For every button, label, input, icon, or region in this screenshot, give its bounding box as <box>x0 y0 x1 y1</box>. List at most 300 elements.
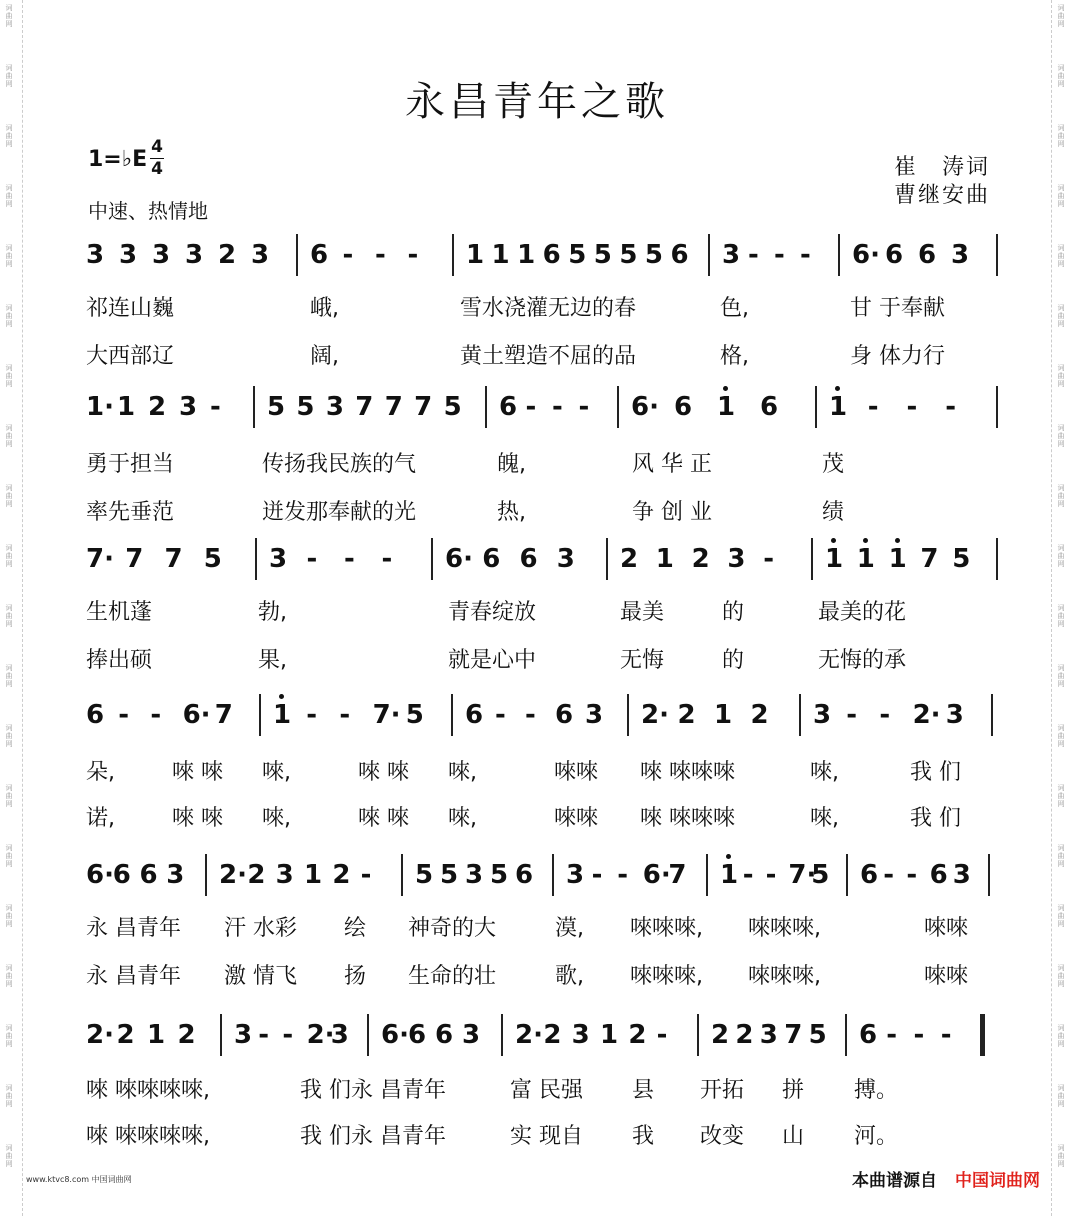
note: 6 <box>519 544 538 574</box>
note: 3 <box>275 860 294 890</box>
note: 2· <box>912 700 941 730</box>
side-watermark-mark: 词 曲 网 <box>5 1084 13 1108</box>
note: 3 <box>813 700 832 730</box>
lyric-syllable: 色, <box>720 296 749 321</box>
note: - <box>765 860 777 890</box>
note: - <box>342 240 354 270</box>
bar-line <box>401 854 403 896</box>
lyric-syllable: 拼 <box>782 1078 805 1103</box>
note: 2· <box>219 860 247 890</box>
note: 3 <box>465 860 484 890</box>
right-margin-strip <box>1051 0 1074 1216</box>
high-octave-dot <box>723 386 728 391</box>
note: - <box>578 392 590 422</box>
note: - <box>846 700 857 730</box>
note: 5 <box>490 860 509 890</box>
note: 7 <box>164 544 183 574</box>
note: - <box>306 700 317 730</box>
note: 5 <box>619 240 638 270</box>
side-watermark-mark: 词 曲 网 <box>5 304 13 328</box>
bar-line <box>485 386 487 428</box>
lyric-syllable: 的 <box>722 648 745 673</box>
note: - <box>763 544 774 574</box>
note: 3 <box>585 700 604 730</box>
lyric-syllable: 雪水浇灌无边的春 <box>460 296 637 321</box>
note: 1 <box>856 544 875 574</box>
lyric-syllable: 唻唻唻, <box>748 916 821 941</box>
note: 6· <box>445 544 473 574</box>
note: 2 <box>711 1020 730 1050</box>
lyric-syllable: 诺, <box>86 806 115 831</box>
note: 5 <box>644 240 663 270</box>
lyric-syllable: 果, <box>258 648 287 673</box>
bar-line <box>815 386 817 428</box>
lyric-syllable: 唻唻唻, <box>748 964 821 989</box>
note: 3 <box>722 240 741 270</box>
note: - <box>886 1020 898 1050</box>
lyric-syllable: 无悔 <box>620 648 665 673</box>
side-watermark-mark: 词 曲 网 <box>5 664 13 688</box>
note: - <box>381 544 393 574</box>
note: - <box>525 700 536 730</box>
note: - <box>360 860 372 890</box>
side-watermark-mark: 词 曲 网 <box>5 364 13 388</box>
note: 2 <box>218 240 237 270</box>
bar-line <box>996 234 998 276</box>
note: - <box>344 544 355 574</box>
lyric-syllable: 无悔的承 <box>818 648 907 673</box>
note: 6 <box>885 240 904 270</box>
footer-source-label: 本曲谱源自 <box>852 1171 937 1191</box>
lyric-syllable: 唻, <box>262 806 291 831</box>
key-signature: 1=♭E <box>88 147 148 172</box>
note: 3 <box>119 240 138 270</box>
note: 3 <box>759 1020 778 1050</box>
lyric-syllable: 县 <box>632 1078 655 1103</box>
lyric-syllable: 传扬我民族的气 <box>262 452 417 477</box>
note: 2 <box>677 700 696 730</box>
note: 1· <box>86 392 114 422</box>
note: 7 <box>214 700 233 730</box>
lyric-syllable: 唻唻 <box>554 806 599 831</box>
note: - <box>339 700 351 730</box>
lyric-syllable: 我 们 <box>910 806 961 831</box>
note: 6 <box>929 860 948 890</box>
note: 2 <box>735 1020 754 1050</box>
note: 1 <box>147 1020 166 1050</box>
note: 7 <box>668 860 687 890</box>
note: 6 <box>555 700 574 730</box>
note: 1 <box>600 1020 619 1050</box>
note: 5 <box>415 860 434 890</box>
side-watermark-mark: 词 曲 网 <box>5 124 13 148</box>
note: 3 <box>251 240 270 270</box>
note: 5 <box>440 860 459 890</box>
bar-line <box>452 234 454 276</box>
note: 6 <box>139 860 158 890</box>
note: 2 <box>247 860 266 890</box>
lyric-syllable: 阔, <box>310 344 339 369</box>
lyric-syllable: 唻, <box>810 806 839 831</box>
bar-line <box>606 538 608 580</box>
lyric-syllable: 祁连山巍 <box>86 296 175 321</box>
lyric-syllable: 唻唻 <box>554 760 599 785</box>
side-watermark-mark: 词 曲 网 <box>1057 724 1065 748</box>
lyric-syllable: 峨, <box>310 296 339 321</box>
note: - <box>800 240 811 270</box>
side-watermark-mark: 词 曲 网 <box>1057 124 1065 148</box>
note: 3 <box>556 544 575 574</box>
note: 3 <box>462 1020 481 1050</box>
side-watermark-mark: 词 曲 网 <box>5 784 13 808</box>
note: 6· <box>182 700 211 730</box>
lyric-syllable: 唻 唻唻唻 <box>640 760 735 785</box>
note: 6 <box>860 860 879 890</box>
note: 7 <box>355 392 374 422</box>
note: 3 <box>945 700 964 730</box>
note: - <box>906 860 918 890</box>
lyric-syllable: 唻 唻 <box>358 806 409 831</box>
note: 7 <box>414 392 433 422</box>
note: 7· <box>86 544 114 574</box>
lyric-syllable: 黄土塑造不屈的品 <box>460 344 637 369</box>
lyric-syllable: 唻 唻唻唻唻, <box>86 1124 210 1149</box>
note: - <box>150 700 162 730</box>
note: - <box>913 1020 925 1050</box>
lyric-syllable: 我 们 <box>910 760 961 785</box>
note: - <box>742 860 754 890</box>
note: 5 <box>296 392 315 422</box>
note: 3 <box>185 240 204 270</box>
note: 2 <box>332 860 351 890</box>
high-octave-dot <box>831 538 836 543</box>
side-watermark-mark: 词 曲 网 <box>1057 544 1065 568</box>
high-octave-dot <box>279 694 284 699</box>
note: 6· <box>642 860 671 890</box>
note: - <box>407 240 419 270</box>
note: 3 <box>179 392 198 422</box>
lyric-syllable: 大西部辽 <box>86 344 175 369</box>
time-signature <box>150 138 164 179</box>
bar-line <box>706 854 708 896</box>
side-watermark-mark: 词 曲 网 <box>5 244 13 268</box>
note: 5 <box>593 240 612 270</box>
side-watermark-mark: 词 曲 网 <box>1057 184 1065 208</box>
side-watermark-mark: 词 曲 网 <box>1057 244 1065 268</box>
side-watermark-mark: 词 曲 网 <box>1057 844 1065 868</box>
side-watermark-mark: 词 曲 网 <box>1057 1024 1065 1048</box>
lyric-syllable: 河。 <box>854 1124 899 1149</box>
lyricist-credit: 崔 涛词 <box>893 155 990 180</box>
note: 1 <box>491 240 510 270</box>
note: 6 <box>515 860 534 890</box>
lyric-syllable: 生机蓬 <box>86 600 153 625</box>
note: 6· <box>852 240 880 270</box>
bar-line <box>838 234 840 276</box>
note: 6 <box>465 700 484 730</box>
lyric-syllable: 绘 <box>344 916 367 941</box>
bar-line <box>991 694 993 736</box>
note: 7· <box>788 860 817 890</box>
lyric-syllable: 勇于担当 <box>86 452 175 477</box>
bar-line <box>431 538 433 580</box>
note: 1 <box>825 544 844 574</box>
side-watermark-mark: 词 曲 网 <box>5 4 13 28</box>
note: 2 <box>116 1020 135 1050</box>
note: - <box>210 392 221 422</box>
lyric-syllable: 永 昌青年 <box>86 916 181 941</box>
lyric-syllable: 唻, <box>448 760 477 785</box>
note: 6 <box>674 392 693 422</box>
note: 1 <box>717 392 736 422</box>
bar-line <box>451 694 453 736</box>
side-watermark-mark: 词 曲 网 <box>1057 364 1065 388</box>
side-watermark-mark: 词 曲 网 <box>1057 604 1065 628</box>
note: - <box>306 544 318 574</box>
time-signature-top: 4 <box>151 137 163 157</box>
note: - <box>591 860 603 890</box>
note: 2 <box>691 544 710 574</box>
side-watermark-mark: 词 曲 网 <box>5 844 13 868</box>
note: - <box>118 700 129 730</box>
bar-line <box>296 234 298 276</box>
note: 3 <box>234 1020 253 1050</box>
side-watermark-mark: 词 曲 网 <box>5 424 13 448</box>
lyric-syllable: 魄, <box>497 452 526 477</box>
note: 3 <box>727 544 746 574</box>
lyric-syllable: 唻, <box>810 760 839 785</box>
lyric-syllable: 就是心中 <box>448 648 537 673</box>
note: 1 <box>720 860 739 890</box>
footer-source <box>852 1166 1040 1191</box>
bar-line <box>501 1014 503 1056</box>
lyric-syllable: 神奇的大 <box>408 916 497 941</box>
lyric-syllable: 唻唻唻, <box>630 916 703 941</box>
lyric-syllable: 我 们永 昌青年 <box>300 1078 446 1103</box>
lyric-syllable: 漠, <box>555 916 584 941</box>
note: 1 <box>466 240 485 270</box>
note: - <box>375 240 386 270</box>
lyric-syllable: 迸发那奉献的光 <box>262 500 417 525</box>
side-watermark-mark: 词 曲 网 <box>1057 64 1065 88</box>
high-octave-dot <box>835 386 840 391</box>
note: 3 <box>571 1020 590 1050</box>
lyric-syllable: 捧出硕 <box>86 648 153 673</box>
side-watermark-mark: 词 曲 网 <box>5 544 13 568</box>
note: 6 <box>482 544 501 574</box>
lyric-syllable: 永 昌青年 <box>86 964 181 989</box>
note: - <box>282 1020 294 1050</box>
lyric-syllable: 唻 唻 <box>172 806 223 831</box>
bar-line <box>996 538 998 580</box>
note: - <box>906 392 918 422</box>
note: - <box>945 392 957 422</box>
time-signature-bottom: 4 <box>151 159 163 179</box>
lyric-syllable: 唻 唻 <box>358 760 409 785</box>
note: 5 <box>568 240 587 270</box>
lyric-syllable: 热, <box>497 500 526 525</box>
bar-line <box>708 234 710 276</box>
note: 1 <box>273 700 292 730</box>
bar-line <box>996 386 998 428</box>
note: 6 <box>542 240 561 270</box>
note: 7 <box>920 544 939 574</box>
lyric-syllable: 唻, <box>262 760 291 785</box>
lyric-syllable: 唻 唻 <box>172 760 223 785</box>
bar-line <box>552 854 554 896</box>
lyric-syllable: 最美的花 <box>818 600 907 625</box>
note: 6· <box>86 860 114 890</box>
side-watermark-mark: 词 曲 网 <box>1057 484 1065 508</box>
lyric-syllable: 唻, <box>448 806 477 831</box>
lyric-syllable: 青春绽放 <box>448 600 537 625</box>
note: 1 <box>117 392 136 422</box>
bar-line <box>255 538 257 580</box>
song-title: 永昌青年之歌 <box>405 79 669 125</box>
note: - <box>940 1020 952 1050</box>
note: - <box>883 860 894 890</box>
side-watermark-mark: 词 曲 网 <box>1057 664 1065 688</box>
lyric-syllable: 改变 <box>700 1124 745 1149</box>
note: 1 <box>829 392 848 422</box>
note: 5 <box>811 860 830 890</box>
side-watermark-mark: 词 曲 网 <box>5 1024 13 1048</box>
note: 5 <box>443 392 462 422</box>
side-watermark-mark: 词 曲 网 <box>5 484 13 508</box>
note: - <box>552 392 563 422</box>
lyric-syllable: 身 体力行 <box>850 344 945 369</box>
lyric-syllable: 风 华 正 <box>632 452 712 477</box>
high-octave-dot <box>895 538 900 543</box>
note: 2· <box>306 1020 335 1050</box>
side-watermark-mark: 词 曲 网 <box>5 604 13 628</box>
side-watermark-mark: 词 曲 网 <box>5 64 13 88</box>
lyric-syllable: 搏。 <box>854 1078 899 1103</box>
bar-line <box>846 854 848 896</box>
footer-source-brand: 中国词曲网 <box>955 1171 1040 1191</box>
lyric-syllable: 勃, <box>258 600 287 625</box>
lyric-syllable: 率先垂范 <box>86 500 175 525</box>
lyric-syllable: 唻唻唻, <box>630 964 703 989</box>
note: 7 <box>125 544 144 574</box>
note: 6 <box>408 1020 427 1050</box>
lyric-syllable: 我 们永 昌青年 <box>300 1124 446 1149</box>
note: 6 <box>760 392 779 422</box>
lyric-syllable: 争 创 业 <box>632 500 712 525</box>
note: 5 <box>267 392 286 422</box>
lyric-syllable: 富 民强 <box>510 1078 583 1103</box>
note: 6 <box>918 240 937 270</box>
lyric-syllable: 我 <box>632 1124 655 1149</box>
bar-line <box>988 854 990 896</box>
side-watermark-mark: 词 曲 网 <box>1057 1144 1065 1168</box>
note: 3 <box>166 860 185 890</box>
lyric-syllable: 激 情飞 <box>224 964 297 989</box>
note: - <box>774 240 785 270</box>
bar-line <box>617 386 619 428</box>
note: 2· <box>515 1020 543 1050</box>
side-watermark-mark: 词 曲 网 <box>5 184 13 208</box>
note: 3 <box>566 860 585 890</box>
bar-line <box>367 1014 369 1056</box>
note: 5 <box>808 1020 827 1050</box>
lyric-syllable: 最美 <box>620 600 665 625</box>
note: 3 <box>951 240 970 270</box>
lyric-syllable: 唻唻 <box>924 916 969 941</box>
note: 3 <box>952 860 971 890</box>
note: - <box>656 1020 668 1050</box>
lyric-syllable: 唻 唻唻唻 <box>640 806 735 831</box>
note: 3 <box>152 240 171 270</box>
side-watermark-mark: 词 曲 网 <box>1057 4 1065 28</box>
note: 2· <box>641 700 669 730</box>
side-watermark-mark: 词 曲 网 <box>1057 904 1065 928</box>
bar-line <box>799 694 801 736</box>
bar-line <box>627 694 629 736</box>
high-octave-dot <box>863 538 868 543</box>
note: 6 <box>310 240 329 270</box>
bar-line <box>220 1014 222 1056</box>
side-watermark-mark: 词 曲 网 <box>5 724 13 748</box>
note: 7 <box>784 1020 803 1050</box>
note: 2 <box>543 1020 562 1050</box>
composer-credit: 曹继安曲 <box>893 183 990 208</box>
lyric-syllable: 的 <box>722 600 745 625</box>
footer-website: www.ktvc8.com 中国词曲网 <box>26 1175 132 1184</box>
lyric-syllable: 朵, <box>86 760 115 785</box>
note: 7· <box>372 700 401 730</box>
note: 2 <box>750 700 769 730</box>
side-watermark-mark: 词 曲 网 <box>1057 784 1065 808</box>
note: 6 <box>86 700 105 730</box>
bar-line <box>697 1014 699 1056</box>
note: 6 <box>670 240 689 270</box>
note: 5 <box>203 544 222 574</box>
note: 2· <box>86 1020 114 1050</box>
note: 5 <box>952 544 971 574</box>
note: 1 <box>714 700 733 730</box>
lyric-syllable: 茂 <box>822 452 845 477</box>
note: 6 <box>499 392 518 422</box>
bar-line <box>205 854 207 896</box>
note: - <box>867 392 879 422</box>
lyric-syllable: 甘 于奉献 <box>850 296 945 321</box>
lyric-syllable: 绩 <box>822 500 845 525</box>
side-watermark-mark: 词 曲 网 <box>1057 964 1065 988</box>
bar-line <box>259 694 261 736</box>
note: 3 <box>325 392 344 422</box>
note: 6 <box>435 1020 454 1050</box>
note: 3 <box>330 1020 349 1050</box>
note: 2 <box>620 544 639 574</box>
note: 6 <box>859 1020 878 1050</box>
note: 2 <box>628 1020 647 1050</box>
note: 1 <box>304 860 323 890</box>
lyric-syllable: 山 <box>782 1124 805 1149</box>
note: 2 <box>177 1020 196 1050</box>
note: - <box>617 860 628 890</box>
lyric-syllable: 汗 水彩 <box>224 916 297 941</box>
note: - <box>495 700 506 730</box>
note: 1 <box>888 544 907 574</box>
high-octave-dot <box>726 854 731 859</box>
lyric-syllable: 实 现自 <box>510 1124 583 1149</box>
side-watermark-mark: 词 曲 网 <box>5 964 13 988</box>
note: 1 <box>655 544 674 574</box>
note: 1 <box>517 240 536 270</box>
lyric-syllable: 唻 唻唻唻唻, <box>86 1078 210 1103</box>
lyric-syllable: 格, <box>720 344 749 369</box>
